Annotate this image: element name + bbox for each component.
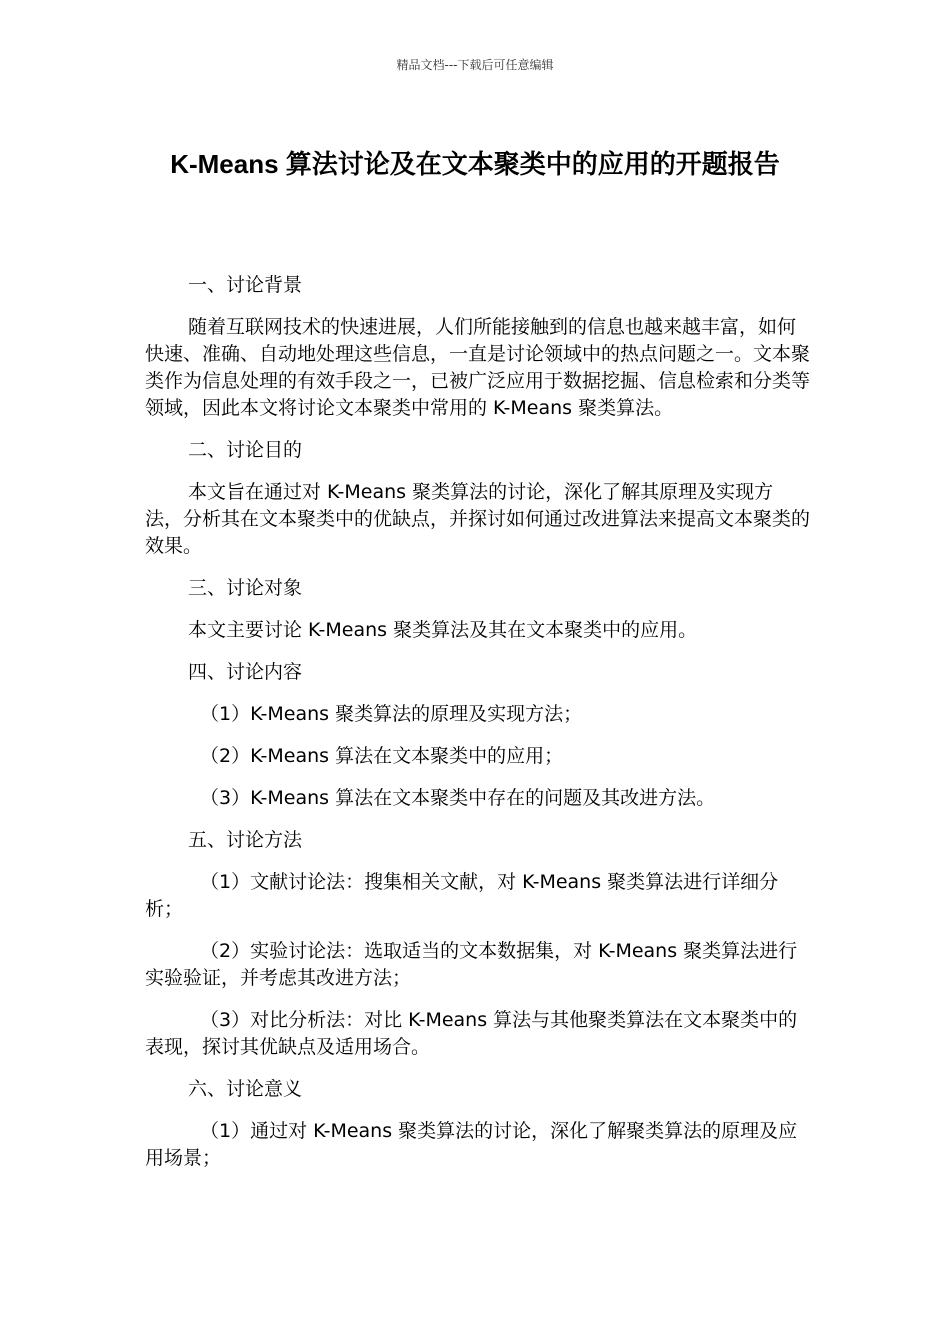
method-item: （2）实验讨论法：选取适当的文本数据集，对 K-Means 聚类算法进行实验验证，并考虑其改进方法； <box>145 940 798 989</box>
section-heading-significance: 六、讨论意义 <box>188 1078 303 1100</box>
page-header-watermark: 精品文档---下载后可任意编辑 <box>396 58 554 72</box>
content-item: （2）K-Means 算法在文本聚类中的应用； <box>200 745 564 767</box>
content-item: （1）K-Means 聚类算法的原理及实现方法； <box>200 703 583 725</box>
section-heading-purpose: 二、讨论目的 <box>188 439 303 461</box>
section-heading-background: 一、讨论背景 <box>188 274 303 296</box>
content-item: （3）K-Means 算法在文本聚类中存在的问题及其改进方法。 <box>200 787 716 809</box>
object-paragraph: 本文主要讨论 K-Means 聚类算法及其在文本聚类中的应用。 <box>188 619 698 641</box>
significance-item: （1）通过对 K-Means 聚类算法的讨论，深化了解聚类算法的原理及应用场景； <box>145 1120 798 1169</box>
document-title: K-Means 算法讨论及在文本聚类中的应用的开题报告 <box>170 149 780 179</box>
background-paragraph: 随着互联网技术的快速进展，人们所能接触到的信息也越来越丰富，如何快速、准确、自动地处理这些信息，一直是讨论领域中的热点问题之一。文本聚类作为信息处理的有效手段之一，已被广泛应用于数据挖掘、信息检索和分类等领域，因此本文将讨论文本聚类中常用的 K-Means 聚类算法。 <box>145 316 811 419</box>
section-heading-content: 四、讨论内容 <box>188 661 303 683</box>
section-heading-method: 五、讨论方法 <box>188 829 303 851</box>
method-item: （1）文献讨论法：搜集相关文献，对 K-Means 聚类算法进行详细分析； <box>145 871 779 920</box>
purpose-paragraph: 本文旨在通过对 K-Means 聚类算法的讨论，深化了解其原理及实现方法，分析其在文本聚类中的优缺点，并探讨如何通过改进算法来提高文本聚类的效果。 <box>145 481 811 557</box>
method-item: （3）对比分析法：对比 K-Means 算法与其他聚类算法在文本聚类中的表现，探讨其优缺点及适用场合。 <box>145 1009 798 1058</box>
document-body <box>145 272 810 1187</box>
section-heading-object: 三、讨论对象 <box>188 577 303 599</box>
